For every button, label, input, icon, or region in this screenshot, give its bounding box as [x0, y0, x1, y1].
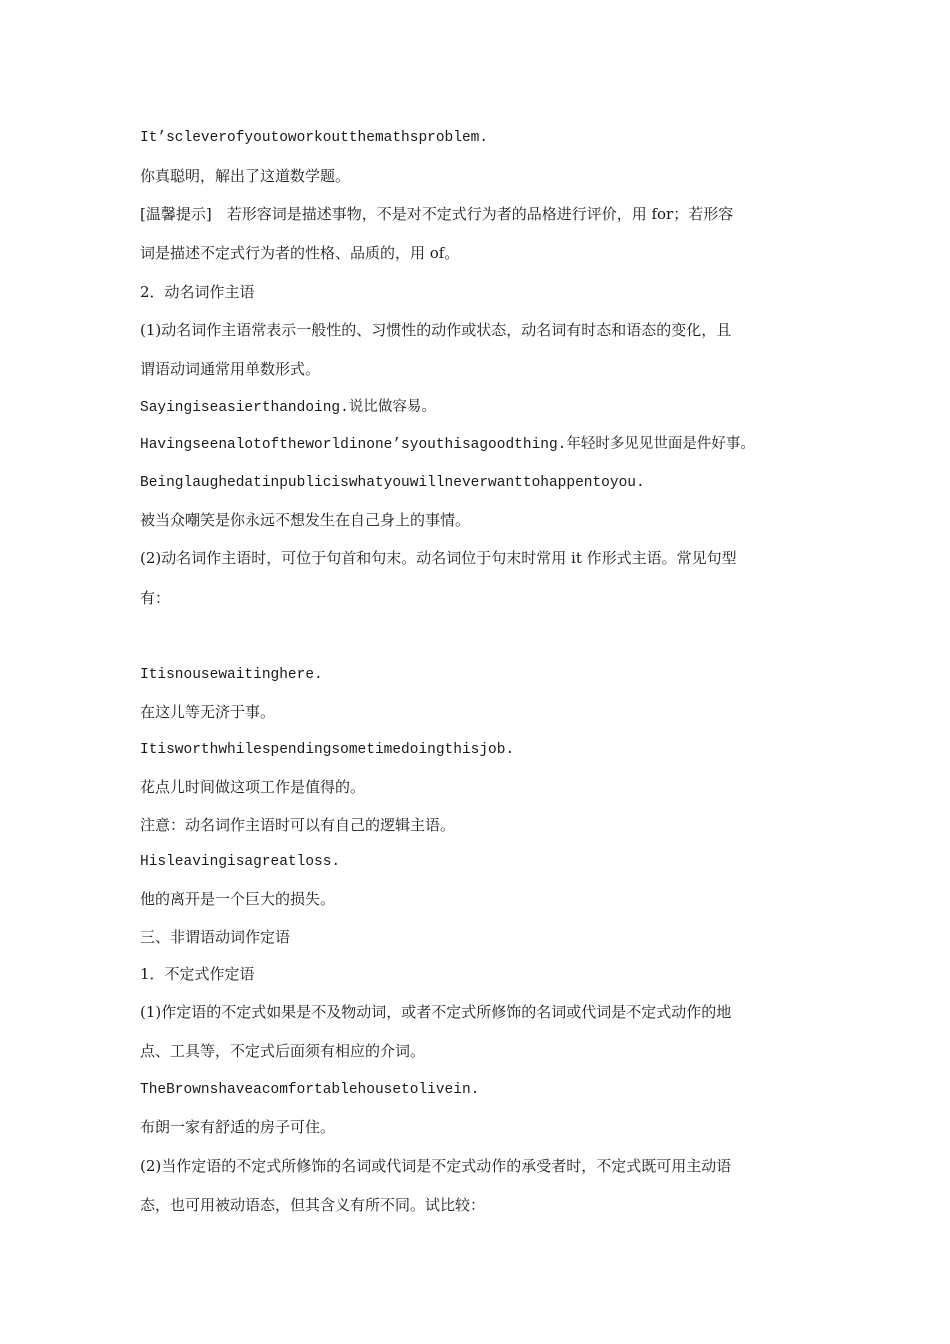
- text-line: 在这儿等无济于事。: [140, 703, 276, 721]
- text-line: 被当众嘲笑是你永远不想发生在自己身上的事情。: [140, 511, 471, 529]
- text-line: (1)动名词作主语常表示一般性的、习惯性的动作或状态，动名词有时态和语态的变化，且: [140, 321, 732, 339]
- example-line: Sayingiseasierthandoing.说比做容易。: [140, 400, 436, 416]
- example-line: Itisworthwhilespendingsometimedoingthisjob.: [140, 742, 515, 758]
- text-line: 词是描述不定式行为者的性格、品质的，用 of。: [140, 244, 460, 262]
- text-line: 他的离开是一个巨大的损失。: [140, 890, 336, 908]
- example-line: TheBrownshaveacomfortablehousetolivein.: [140, 1082, 480, 1098]
- text-line: 布朗一家有舒适的房子可住。: [140, 1118, 336, 1136]
- section-heading: 2．动名词作主语: [140, 283, 255, 301]
- text-line: 有：: [140, 589, 171, 607]
- example-line: Beinglaughedatinpubliciswhatyouwillneverwanttohappentoyou.: [140, 475, 645, 491]
- example-line: Hisleavingisagreatloss.: [140, 854, 341, 870]
- subsection-heading: 1．不定式作定语: [140, 965, 255, 983]
- text-line: (2)当作定语的不定式所修饰的名词或代词是不定式动作的承受者时，不定式既可用主动语: [140, 1157, 732, 1175]
- section-heading: 三、非谓语动词作定语: [140, 928, 291, 946]
- text-line: [温馨提示] 若形容词是描述事物，不是对不定式行为者的品格进行评价，用 for；若形容: [140, 205, 734, 223]
- text-line: 注意：动名词作主语时可以有自己的逻辑主语。: [140, 816, 456, 834]
- text-line: 态，也可用被动语态，但其含义有所不同。试比较：: [140, 1196, 486, 1214]
- text-line: 你真聪明，解出了这道数学题。: [140, 167, 351, 185]
- example-line: Itisnousewaitinghere.: [140, 667, 323, 683]
- text-line: 点、工具等，不定式后面须有相应的介词。: [140, 1042, 426, 1060]
- text-line: It’scleverofyoutoworkoutthemathsproblem.: [140, 130, 489, 146]
- text-line: 花点儿时间做这项工作是值得的。: [140, 778, 366, 796]
- text-line: (1)作定语的不定式如果是不及物动词，或者不定式所修饰的名词或代词是不定式动作的地: [140, 1003, 732, 1021]
- text-line: 谓语动词通常用单数形式。: [140, 360, 321, 378]
- text-line: (2)动名词作主语时，可位于句首和句末。动名词位于句末时常用 it 作形式主语。常见句型: [140, 549, 737, 567]
- example-line: Havingseenalotoftheworldinone’syouthisagoodthing.年轻时多见见世面是件好事。: [140, 437, 755, 453]
